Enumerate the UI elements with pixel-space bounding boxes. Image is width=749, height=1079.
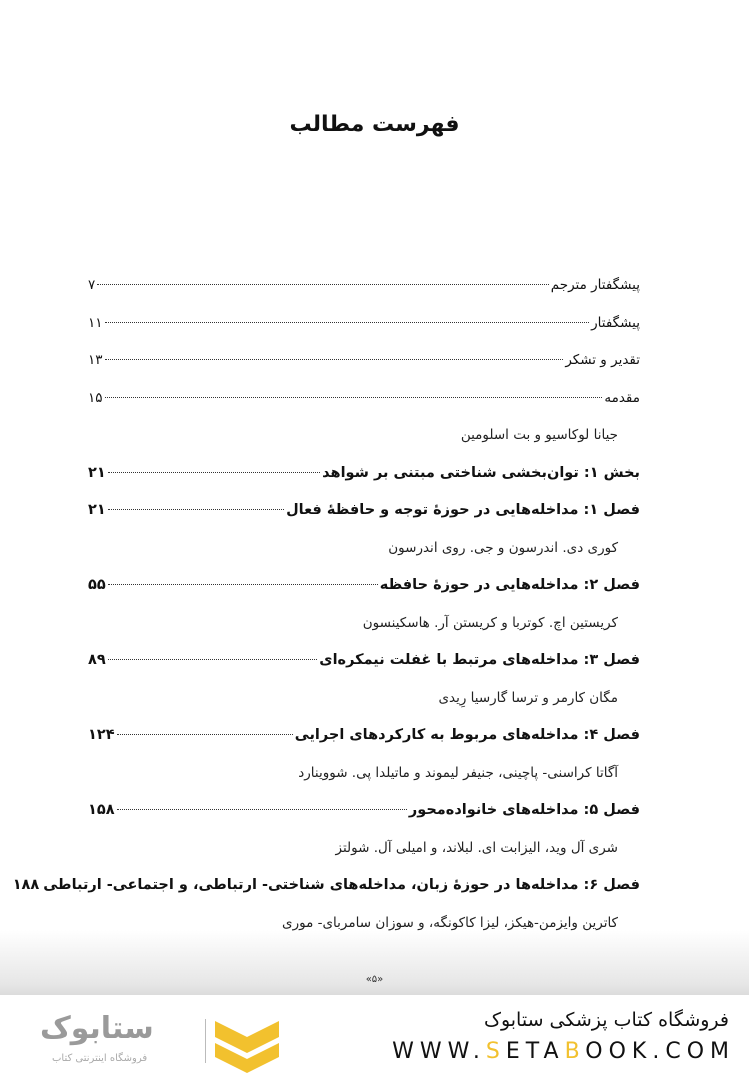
dot-leader [105,359,564,360]
dot-leader [108,659,318,660]
toc-author: کریستین اچ. کوتربا و کریستن آر. هاسکینسون [362,614,618,631]
logo-divider [205,1019,206,1063]
url-part: S [485,1039,506,1064]
toc-entry-page: ۱۲۴ [88,727,115,743]
shop-url[interactable] [392,1039,735,1064]
dot-leader [105,322,590,323]
toc-author: کاترین وایزمن-هیکز، لیزا کاکونگه، و سوزان سامربای- موری [282,914,618,931]
toc-entry-page: ۱۵۸ [88,802,115,818]
toc-entry [88,495,640,533]
logo-subtitle: فروشگاه اینترنتی کتاب [52,1053,148,1064]
table-of-contents [12,270,640,945]
url-part: WWW. [392,1039,486,1064]
url-part: ETA [505,1039,565,1064]
toc-entry [88,270,640,308]
dot-leader [105,397,603,398]
toc-entry-title: فصل ۶: مداخله‌ها در حوزهٔ زبان، مداخله‌های شناختی- ارتباطی، و اجتماعی- ارتباطی [43,877,640,893]
toc-entry [88,570,640,608]
toc-entry [88,383,640,421]
dot-leader [117,734,293,735]
toc-entry-title: پیشگفتار مترجم [550,277,640,293]
toc-entry-page: ۷ [88,277,96,293]
toc-author: جیانا لوکاسیو و بت اسلومین [460,427,618,443]
toc-entry [88,458,640,496]
toc-entry-title: پیشگفتار [591,314,640,331]
toc-author: شری آل وید، الیزابت ای. لبلاند، و امیلی آل. شولتز [335,839,618,856]
toc-entry-page: ۸۹ [88,652,106,668]
toc-entry [88,308,640,346]
toc-entry-title: فصل ۳: مداخله‌های مرتبط با غفلت نیمکره‌ای [319,652,640,668]
toc-entry-page: ۱۱ [88,314,103,331]
dot-leader [108,584,378,585]
toc-entry-page: ۱۳ [88,352,103,368]
dot-leader [108,472,320,473]
toc-entry [88,645,640,683]
toc-entry [88,345,640,383]
url-part: B [564,1039,586,1064]
footer-banner [0,995,749,1079]
toc-entry [12,870,640,908]
toc-entry-page: ۲۱ [88,502,106,518]
toc-entry [88,795,640,833]
toc-entry-title: بخش ۱: توان‌بخشی شناختی مبتنی بر شواهد [322,464,640,481]
toc-entry-page: ۵۵ [88,577,106,593]
toc-entry-title: فصل ۴: مداخله‌های مربوط به کارکردهای اجرایی [294,727,640,743]
toc-author: آگاتا کراسنی- پاچینی، جنیفر لیموند و ماتیلدا پی. شووینارد [298,764,618,781]
toc-entry-page: ۲۱ [88,464,106,481]
shop-name: فروشگاه کتاب پزشکی ستابوک [483,1009,729,1031]
dot-leader [97,284,548,285]
toc-entry-title: فصل ۱: مداخله‌هایی در حوزهٔ توجه و حافظهٔ فعال [286,502,640,518]
toc-entry-title: مقدمه [604,389,640,406]
toc-entry-title: فصل ۵: مداخله‌های خانواده‌محور [408,802,640,818]
dot-leader [108,509,284,510]
dot-leader [117,809,407,810]
toc-entry-title: تقدیر و تشکر [565,352,640,368]
logo-text: ستابوک [40,1011,154,1046]
url-part: OOK.COM [585,1039,735,1064]
toc-entry-page: ۱۵ [88,389,103,406]
toc-entry [88,720,640,758]
page-title: فهرست مطالب [289,112,460,137]
page-number: «۵» [365,974,384,985]
toc-author: کوری دی. اندرسون و جی. روی اندرسون [388,539,618,556]
toc-author: مگان کارمر و ترسا گارسیا رِیدی [438,689,618,706]
toc-entry-title: فصل ۲: مداخله‌هایی در حوزهٔ حافظه [379,577,640,593]
toc-entry-page: ۱۸۸ [12,877,40,893]
